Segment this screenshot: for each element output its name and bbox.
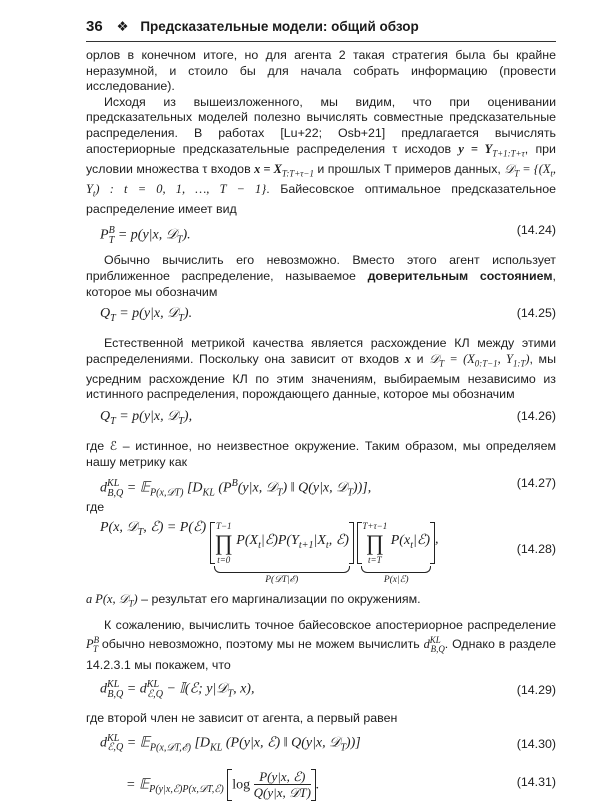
paragraph-2: Исходя из вышеизложенного, мы видим, что при оценивании предсказательных моделей полезно вычислять совместные предсказательные распределения. В работах [Lu+22; Osb+21] предлагается вычислять апостериорные предсказательные распределения τ исходов $y = Y_{T+1:T+\tau}$, при условии множества τ входов $x = X_{T:T+\tau-1}$ и прошлых T примеров данных, 𝒟$_T$ = {($X_t$, $Y_t$) : t = 0, 1, …, T − 1}. Байесовское оптимальное предсказательное распределение имеет вид	[86, 94, 556, 216]
ornament-icon: ❖	[116, 19, 129, 34]
product-operator: T+τ−1 ∏ t=T	[362, 520, 388, 565]
equation-number: (14.30)	[516, 736, 556, 751]
equation-14-29: $d^{KL}_{B,Q} = d^{KL}_{ℰ,Q}$ − 𝕀(ℰ; y|𝒟$_T$, x), (14.29)	[100, 679, 556, 700]
equation-14-28: P(x, 𝒟$_T$, ℰ) = P(ℰ) T−1 ∏ t=0 $P(X_t|ℰ)P(Y_{t+1}|X_t$, ℰ) P(𝒟T|ℰ) T+τ−1 ∏ t=T $P(x_t|ℰ)$ P(x|ℰ) , (14.28)	[86, 516, 556, 592]
text-body	[86, 48, 556, 803]
paragraph-1: орлов в конечном итоге, но для агента 2 такая стратегия была бы крайне неразумной, и стоило бы для начала собрать информацию (провести исследование).	[86, 48, 556, 94]
equation-14-30: $d^{KL}_{ℰ,Q}$ = 𝔼$_{P(x,𝒟T,ℰ)}$ [$D_{KL}$ (P(y|x, ℰ) ‖ Q(y|x, 𝒟$_T$))] (14.30)	[100, 732, 556, 754]
paragraph-8: К сожалению, вычислить точное байесовское апостериорное распределение $P^B_T$ обычно невозможно, поэтому мы не можем вычислить $d^{KL}_{B,Q}$. Однако в разделе 14.2.3.1 мы покажем, что	[86, 617, 556, 672]
paragraph-7: a P(x, 𝒟$_T$) – результат его маргинализации по окружениям.	[86, 591, 421, 609]
header-rule	[86, 41, 556, 42]
product-group-1: T−1 ∏ t=0 $P(X_t|ℰ)P(Y_{t+1}|X_t$, ℰ) P(𝒟T|ℰ)	[210, 520, 354, 589]
product-group-2: T+τ−1 ∏ t=T $P(x_t|ℰ)$ P(x|ℰ)	[357, 520, 435, 589]
equation-number: (14.31)	[516, 774, 556, 789]
paragraph-6: где	[86, 500, 105, 515]
equation-14-31: = 𝔼$_{P(y|x,ℰ)P(x,𝒟T,ℰ)}$ log $\frac{\text{P(y|x, ℰ)}}{\text{Q(y|x, 𝒟T)}}$ . (14.31)	[126, 768, 556, 801]
product-operator: T−1 ∏ t=0	[214, 520, 233, 565]
equation-number: (14.25)	[516, 306, 556, 321]
paragraph-3: Обычно вычислить его невозможно. Вместо этого агент использует приближенное распределение, называемое доверительным состоянием, которое мы обозначим	[86, 253, 556, 299]
equation-14-24: $P^B_T = p(y|x$, 𝒟$_T$). (14.24)	[100, 223, 556, 246]
underbrace-2	[361, 566, 431, 573]
paragraph-5: где ℰ – истинное, но неизвестное окружение. Таким образом, мы определяем нашу метрику как	[86, 438, 556, 469]
running-header	[86, 18, 556, 40]
equation-number: (14.29)	[516, 683, 556, 698]
paragraph-4: Естественной метрикой качества является расхождение КЛ между этими распределениями. Поскольку она зависит от входов x и 𝒟$_T$ = ($X_{0:T-1}$, $Y_{1:T}$), мы усредним расхождение КЛ по этим значениям, выбираемым независимо из истинного распределения, порождающего данные, которое мы обозначим	[86, 336, 556, 402]
underbrace-1	[214, 566, 350, 573]
equation-number: (14.28)	[516, 541, 556, 556]
fraction: $\frac{\text{P(y|x, ℰ)}}{\text{Q(y|x, 𝒟T)}}$	[253, 768, 311, 801]
equation-number: (14.26)	[516, 408, 556, 423]
equation-14-26: $Q_T = p(y|x$, 𝒟$_T$), (14.26)	[100, 408, 556, 427]
equation-14-27: $d^{KL}_{B,Q}$ = 𝔼$_{P(x,𝒟T)}$ [$D_{KL}$ ($P^B(y|x$, 𝒟$_T$) ‖ Q(y|x, 𝒟$_T$))], (14.27)	[100, 476, 556, 499]
paragraph-9: где второй член не зависит от агента, а первый равен	[86, 711, 398, 726]
equation-number: (14.24)	[516, 223, 556, 238]
equation-number: (14.27)	[516, 476, 556, 491]
chapter-title: Предсказательные модели: общий обзор	[140, 19, 419, 34]
page-number: 36	[86, 18, 103, 35]
equation-14-25: $Q_T = p(y|x$, 𝒟$_T$). (14.25)	[100, 306, 556, 324]
